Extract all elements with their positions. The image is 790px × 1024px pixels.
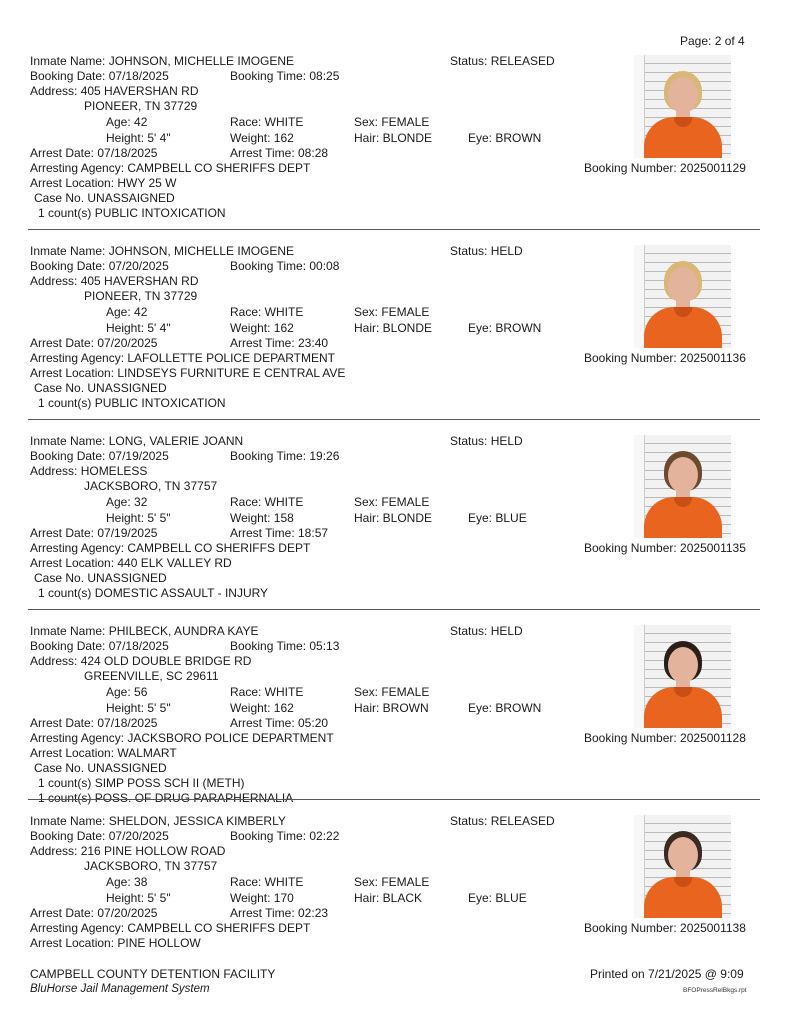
- address-line-2: JACKSBORO, TN 37757: [84, 859, 218, 873]
- address-line-1: Address: HOMELESS: [30, 464, 148, 478]
- case-number: Case No. UNASSIGNED: [34, 571, 167, 585]
- booking-time: Booking Time: 19:26: [230, 449, 340, 463]
- hair: Hair: BROWN: [354, 701, 429, 715]
- status-text: Status: HELD: [450, 624, 523, 638]
- inmate-name: Inmate Name: LONG, VALERIE JOANN: [30, 434, 244, 448]
- booking-number: Booking Number: 2025001129: [584, 161, 746, 175]
- arresting-agency: Arresting Agency: CAMPBELL CO SHERIFFS DEPT: [30, 541, 311, 555]
- address-line-2: GREENVILLE, SC 29611: [84, 669, 219, 683]
- age: Age: 56: [106, 685, 148, 699]
- arrest-time: Arrest Time: 18:57: [230, 526, 329, 540]
- arrest-location: Arrest Location: LINDSEYS FURNITURE E CENTRAL AVE: [30, 366, 346, 380]
- arresting-agency: Arresting Agency: LAFOLLETTE POLICE DEPARTMENT: [30, 351, 335, 365]
- charge-line: 1 count(s) DOMESTIC ASSAULT - INJURY: [38, 586, 269, 600]
- mugshot-photo: [634, 815, 731, 918]
- race: Race: WHITE: [230, 115, 304, 129]
- age: Age: 38: [106, 875, 148, 889]
- record-separator: [28, 799, 760, 800]
- arrest-location: Arrest Location: WALMART: [30, 746, 177, 760]
- booking-date: Booking Date: 07/20/2025: [30, 259, 169, 273]
- sex: Sex: FEMALE: [354, 875, 430, 889]
- booking-date: Booking Date: 07/18/2025: [30, 69, 169, 83]
- arresting-agency: Arresting Agency: CAMPBELL CO SHERIFFS DEPT: [30, 921, 311, 935]
- address-line-1: Address: 424 OLD DOUBLE BRIDGE RD: [30, 654, 252, 668]
- arresting-agency: Arresting Agency: CAMPBELL CO SHERIFFS DEPT: [30, 161, 311, 175]
- case-number: Case No. UNASSIGNED: [34, 381, 167, 395]
- booking-number: Booking Number: 2025001136: [584, 351, 746, 365]
- weight: Weight: 162: [230, 321, 294, 335]
- arrest-date: Arrest Date: 07/20/2025: [30, 336, 158, 350]
- report-file-name: BFOPressRelBkgs.rpt: [683, 987, 747, 994]
- status-text: Status: HELD: [450, 244, 523, 258]
- address-line-1: Address: 216 PINE HOLLOW ROAD: [30, 844, 226, 858]
- race: Race: WHITE: [230, 685, 304, 699]
- booking-time: Booking Time: 08:25: [230, 69, 340, 83]
- status-text: Status: RELEASED: [450, 814, 555, 828]
- booking-number: Booking Number: 2025001135: [584, 541, 746, 555]
- arrest-location: Arrest Location: PINE HOLLOW: [30, 936, 201, 950]
- hair: Hair: BLONDE: [354, 511, 433, 525]
- charge-line: 1 count(s) PUBLIC INTOXICATION: [38, 396, 226, 410]
- booking-time: Booking Time: 00:08: [230, 259, 340, 273]
- case-number: Case No. UNASSIGNED: [34, 761, 167, 775]
- booking-date: Booking Date: 07/20/2025: [30, 829, 169, 843]
- inmate-name: Inmate Name: PHILBECK, AUNDRA KAYE: [30, 624, 259, 638]
- arrest-location: Arrest Location: 440 ELK VALLEY RD: [30, 556, 232, 570]
- eye-color: Eye: BROWN: [468, 701, 542, 715]
- record-separator: [28, 419, 760, 420]
- mugshot-photo: [634, 55, 731, 158]
- address-line-2: JACKSBORO, TN 37757: [84, 479, 218, 493]
- arrest-location: Arrest Location: HWY 25 W: [30, 176, 177, 190]
- height: Height: 5' 4": [106, 131, 171, 145]
- age: Age: 32: [106, 495, 148, 509]
- status-text: Status: RELEASED: [450, 54, 555, 68]
- booking-date: Booking Date: 07/18/2025: [30, 639, 169, 653]
- arrest-time: Arrest Time: 02:23: [230, 906, 329, 920]
- eye-color: Eye: BROWN: [468, 321, 542, 335]
- eye-color: Eye: BROWN: [468, 131, 542, 145]
- charge-line: 1 count(s) PUBLIC INTOXICATION: [38, 206, 226, 220]
- address-line-2: PIONEER, TN 37729: [84, 99, 198, 113]
- hair: Hair: BLONDE: [354, 321, 433, 335]
- race: Race: WHITE: [230, 495, 304, 509]
- record-separator: [28, 609, 760, 610]
- facility-name: CAMPBELL COUNTY DETENTION FACILITY: [30, 967, 276, 981]
- hair: Hair: BLONDE: [354, 131, 433, 145]
- weight: Weight: 162: [230, 131, 294, 145]
- race: Race: WHITE: [230, 875, 304, 889]
- sex: Sex: FEMALE: [354, 495, 430, 509]
- eye-color: Eye: BLUE: [468, 891, 527, 905]
- address-line-1: Address: 405 HAVERSHAN RD: [30, 274, 199, 288]
- arrest-date: Arrest Date: 07/18/2025: [30, 716, 158, 730]
- address-line-1: Address: 405 HAVERSHAN RD: [30, 84, 199, 98]
- status-text: Status: HELD: [450, 434, 523, 448]
- mugshot-photo: [634, 245, 731, 348]
- inmate-name: Inmate Name: SHELDON, JESSICA KIMBERLY: [30, 814, 286, 828]
- system-name: BluHorse Jail Management System: [30, 983, 210, 995]
- race: Race: WHITE: [230, 305, 304, 319]
- charge-line: 1 count(s) SIMP POSS SCH II (METH): [38, 776, 245, 790]
- booking-time: Booking Time: 05:13: [230, 639, 340, 653]
- inmate-name: Inmate Name: JOHNSON, MICHELLE IMOGENE: [30, 244, 295, 258]
- arresting-agency: Arresting Agency: JACKSBORO POLICE DEPARTMENT: [30, 731, 334, 745]
- arrest-time: Arrest Time: 23:40: [230, 336, 329, 350]
- mugshot-photo: [634, 625, 731, 728]
- booking-number: Booking Number: 2025001138: [584, 921, 746, 935]
- hair: Hair: BLACK: [354, 891, 423, 905]
- weight: Weight: 170: [230, 891, 294, 905]
- arrest-date: Arrest Date: 07/18/2025: [30, 146, 158, 160]
- mugshot-photo: [634, 435, 731, 538]
- case-number: Case No. UNASSAIGNED: [34, 191, 175, 205]
- height: Height: 5' 4": [106, 321, 171, 335]
- sex: Sex: FEMALE: [354, 115, 430, 129]
- booking-number: Booking Number: 2025001128: [584, 731, 746, 745]
- sex: Sex: FEMALE: [354, 685, 430, 699]
- inmate-name: Inmate Name: JOHNSON, MICHELLE IMOGENE: [30, 54, 295, 68]
- printed-timestamp: Printed on 7/21/2025 @ 9:09: [590, 967, 744, 981]
- arrest-time: Arrest Time: 08:28: [230, 146, 329, 160]
- booking-date: Booking Date: 07/19/2025: [30, 449, 169, 463]
- charge-line: 1 count(s) POSS. OF DRUG PARAPHERNALIA: [38, 791, 294, 805]
- age: Age: 42: [106, 305, 148, 319]
- weight: Weight: 158: [230, 511, 294, 525]
- arrest-date: Arrest Date: 07/20/2025: [30, 906, 158, 920]
- weight: Weight: 162: [230, 701, 294, 715]
- height: Height: 5' 5": [106, 701, 171, 715]
- eye-color: Eye: BLUE: [468, 511, 527, 525]
- arrest-date: Arrest Date: 07/19/2025: [30, 526, 158, 540]
- height: Height: 5' 5": [106, 511, 171, 525]
- height: Height: 5' 5": [106, 891, 171, 905]
- record-separator: [28, 229, 760, 230]
- age: Age: 42: [106, 115, 148, 129]
- page-number: Page: 2 of 4: [680, 34, 745, 48]
- arrest-time: Arrest Time: 05:20: [230, 716, 329, 730]
- sex: Sex: FEMALE: [354, 305, 430, 319]
- address-line-2: PIONEER, TN 37729: [84, 289, 198, 303]
- booking-time: Booking Time: 02:22: [230, 829, 340, 843]
